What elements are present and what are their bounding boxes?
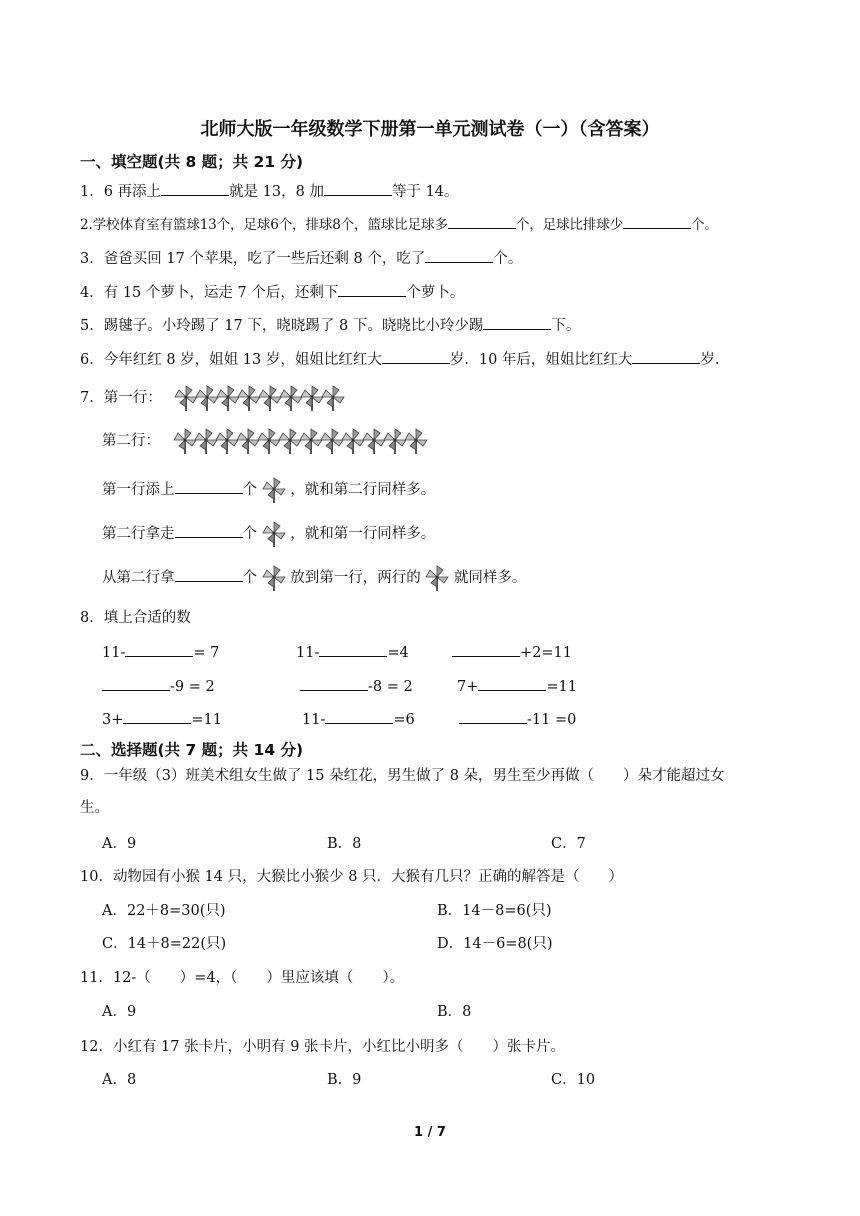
- question-text: 个，足球比排球少: [515, 217, 623, 233]
- option-b[interactable]: B．9: [327, 1072, 362, 1088]
- option-d[interactable]: D．14－6=8(只): [437, 936, 553, 952]
- equation: [300, 676, 413, 697]
- answer-blank[interactable]: [325, 709, 393, 724]
- option-a[interactable]: A．9: [102, 836, 137, 852]
- question-text: 就同样多。: [453, 570, 527, 586]
- answer-blank[interactable]: [102, 676, 170, 691]
- answer-blank[interactable]: [175, 567, 243, 582]
- question-9-line-2: 生。: [80, 800, 109, 816]
- option-b[interactable]: B．8: [327, 836, 362, 852]
- pinwheel-icon: [300, 385, 322, 411]
- answer-blank[interactable]: [324, 181, 392, 196]
- question-6: [80, 349, 720, 370]
- eq-part: = 7: [193, 645, 220, 661]
- option-a[interactable]: A．22＋8=30(只): [102, 903, 226, 919]
- equation: [459, 709, 576, 730]
- answer-blank[interactable]: [300, 676, 368, 691]
- question-3: [80, 248, 522, 269]
- eq-part: 7+: [457, 679, 479, 695]
- pinwheel-icon: [341, 428, 363, 454]
- pinwheel-icon: [321, 385, 343, 411]
- equation: [452, 642, 572, 663]
- question-7-line-3: [102, 565, 526, 591]
- question-4: [80, 282, 464, 303]
- row-label: 第二行：: [102, 433, 160, 449]
- question-text: ，就和第一行同样多。: [290, 526, 436, 542]
- pinwheel-icon: [278, 428, 300, 454]
- question-text: 下。: [551, 318, 581, 334]
- question-text: 就是 13，8 加: [229, 184, 324, 200]
- answer-blank[interactable]: [161, 181, 229, 196]
- answer-blank[interactable]: [425, 248, 493, 263]
- answer-blank[interactable]: [448, 214, 516, 229]
- eq-part: 3+: [102, 712, 124, 728]
- pinwheel-icon: [425, 565, 449, 591]
- question-text: 等于 14。: [391, 184, 459, 200]
- page-title: 北师大版一年级数学下册第一单元测试卷（一）（含答案）: [200, 119, 660, 140]
- answer-blank[interactable]: [478, 676, 546, 691]
- eq-part: -11 =0: [527, 712, 577, 728]
- answer-blank[interactable]: [125, 642, 193, 657]
- question-8-heading: 8．填上合适的数: [80, 610, 191, 626]
- option-c[interactable]: C．10: [551, 1072, 596, 1088]
- option-b[interactable]: B．8: [437, 1004, 472, 1020]
- question-text: 6．今年红红 8 岁，姐姐 13 岁，姐姐比红红大: [80, 352, 382, 368]
- pinwheel-icon: [262, 565, 286, 591]
- answer-blank[interactable]: [632, 349, 700, 364]
- eq-part: =11: [191, 712, 222, 728]
- pinwheel-icon: [262, 477, 286, 503]
- question-text: 5．踢毽子。小玲踢了 17 下，晓晓踢了 8 下。晓晓比小玲少踢: [80, 318, 484, 334]
- question-text: 个。: [493, 251, 523, 267]
- eq-part: =4: [387, 645, 409, 661]
- question-text: 个: [242, 482, 257, 498]
- equation: [296, 642, 409, 663]
- equation: [102, 676, 215, 697]
- pinwheel-icon: [262, 521, 286, 547]
- option-b[interactable]: B．14－8=6(只): [437, 903, 552, 919]
- equation: [102, 709, 222, 730]
- pinwheel-icon: [404, 428, 426, 454]
- question-2: [80, 214, 718, 235]
- answer-blank[interactable]: [123, 709, 191, 724]
- question-text: 个: [242, 570, 257, 586]
- pinwheel-row-1: [174, 385, 342, 411]
- question-text: 2.学校体育室有篮球13个，足球6个，排球8个，篮球比足球多: [80, 217, 448, 233]
- question-12: 12．小红有 17 张卡片，小明有 9 张卡片，小红比小明多（ ）张卡片。: [80, 1039, 566, 1055]
- question-text: 个: [242, 526, 257, 542]
- question-text: 3．爸爸买回 17 个苹果，吃了一些后还剩 8 个，吃了: [80, 251, 426, 267]
- pinwheel-icon: [257, 428, 279, 454]
- question-text: 岁.: [700, 352, 720, 368]
- question-11: 11．12-（ ）=4，（ ）里应该填（ ）。: [80, 970, 405, 986]
- pinwheel-icon: [320, 428, 342, 454]
- pinwheel-icon: [173, 428, 195, 454]
- pinwheel-icon: [383, 428, 405, 454]
- equation: [457, 676, 577, 697]
- question-text: 岁．10 年后，姐姐比红红大: [449, 352, 633, 368]
- question-text: 个。: [690, 217, 718, 233]
- question-text: 个萝卜。: [406, 285, 465, 301]
- pinwheel-icon: [195, 385, 217, 411]
- pinwheel-icon: [279, 385, 301, 411]
- eq-part: -8 = 2: [368, 679, 413, 695]
- eq-part: =6: [393, 712, 415, 728]
- question-5: [80, 315, 580, 336]
- eq-part: 11-: [302, 712, 326, 728]
- option-a[interactable]: A．9: [102, 1004, 137, 1020]
- row-label: 7．第一行：: [80, 390, 162, 406]
- option-c[interactable]: C．14＋8=22(只): [102, 936, 227, 952]
- answer-blank[interactable]: [175, 523, 243, 538]
- section-heading-fill-in: 一、填空题(共 8 题；共 21 分): [80, 153, 304, 171]
- pinwheel-icon: [258, 385, 280, 411]
- pinwheel-icon: [299, 428, 321, 454]
- question-7-line-2: [102, 521, 435, 547]
- question-9-line-1: 9．一年级（3）班美术组女生做了 15 朵红花，男生做了 8 朵，男生至少再做（ ）朵才能超过女: [80, 768, 725, 784]
- question-text: 4．有 15 个萝卜，运走 7 个后，还剩下: [80, 285, 339, 301]
- answer-blank[interactable]: [175, 479, 243, 494]
- question-text: 放到第一行，两行的: [290, 570, 421, 586]
- section-heading-choice: 二、选择题(共 7 题；共 14 分): [80, 741, 304, 759]
- question-1: [80, 181, 459, 202]
- question-10: 10．动物园有小猴 14 只，大猴比小猴少 8 只．大猴有几只？正确的解答是（ ）: [80, 869, 624, 885]
- answer-blank[interactable]: [319, 642, 387, 657]
- question-7-line-1: [102, 477, 435, 503]
- pinwheel-icon: [237, 385, 259, 411]
- eq-part: 11-: [296, 645, 320, 661]
- question-text: 1．6 再添上: [80, 184, 162, 200]
- option-c[interactable]: C．7: [551, 836, 586, 852]
- pinwheel-icon: [236, 428, 258, 454]
- question-7-row-2: [102, 428, 425, 454]
- question-text: 从第二行拿: [102, 570, 175, 586]
- answer-blank[interactable]: [459, 709, 527, 724]
- eq-part: +2=11: [520, 645, 572, 661]
- question-text: ，就和第二行同样多。: [290, 482, 436, 498]
- eq-part: -9 = 2: [170, 679, 215, 695]
- answer-blank[interactable]: [623, 214, 691, 229]
- answer-blank[interactable]: [382, 349, 450, 364]
- pinwheel-row-2: [173, 428, 425, 454]
- question-text: 第二行拿走: [102, 526, 175, 542]
- equation: [302, 709, 415, 730]
- pinwheel-icon: [362, 428, 384, 454]
- pinwheel-icon: [174, 385, 196, 411]
- answer-blank[interactable]: [452, 642, 520, 657]
- pinwheel-icon: [216, 385, 238, 411]
- eq-part: 11-: [102, 645, 126, 661]
- eq-part: =11: [546, 679, 577, 695]
- option-a[interactable]: A．8: [102, 1072, 137, 1088]
- pinwheel-icon: [194, 428, 216, 454]
- pinwheel-icon: [215, 428, 237, 454]
- equation: [102, 642, 219, 663]
- question-7-row-1: [80, 385, 342, 411]
- answer-blank[interactable]: [483, 315, 551, 330]
- page-number: 1 / 7: [414, 1125, 446, 1140]
- question-text: 第一行添上: [102, 482, 175, 498]
- answer-blank[interactable]: [338, 282, 406, 297]
